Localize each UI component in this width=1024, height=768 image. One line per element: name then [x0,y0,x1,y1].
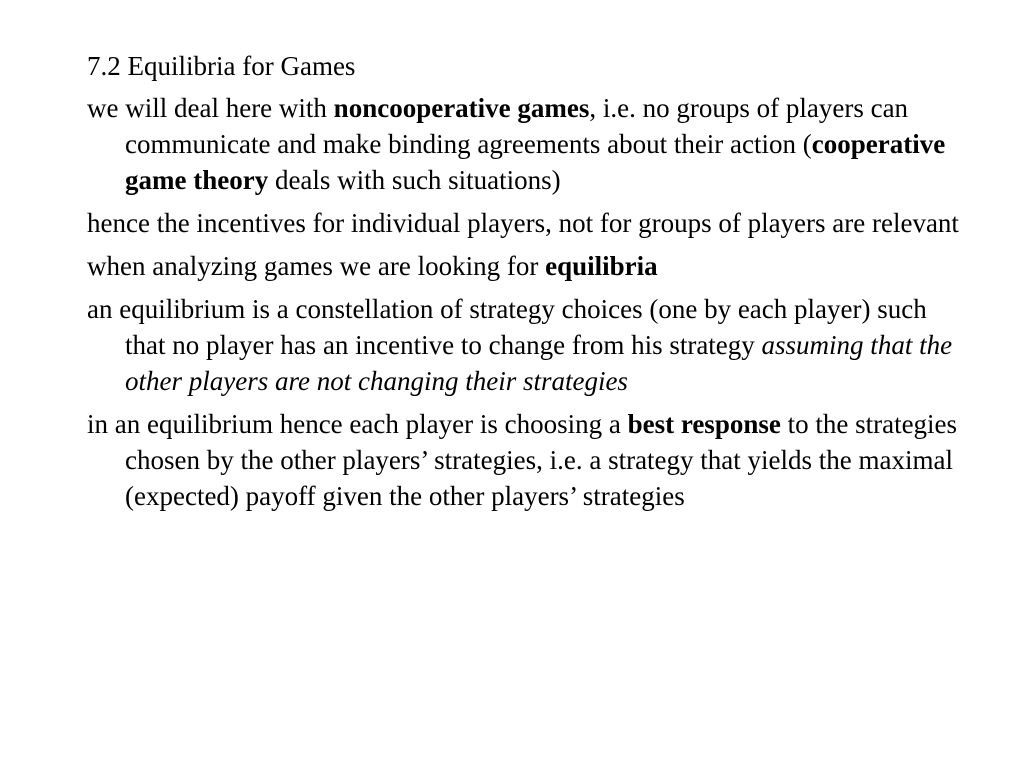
paragraph-noncooperative-games [87,90,967,198]
text-run: , i.e. no groups of players can communicate and make binding agreements about their action ( [125,93,909,159]
term-cooperative-game-theory: cooperative game theory [125,129,946,195]
term-equilibria: equilibria [545,251,658,281]
paragraph-incentives [87,205,967,241]
text-run: to the strategies chosen by the other players’ strategies, i.e. a strategy that yields the maximal (expected) payoff given the other players’ strategies [125,409,958,511]
text-run: when analyzing games we are looking for [87,251,546,281]
slide-content [87,48,967,521]
text-run: an equilibrium is a constellation of strategy choices (one by each player) such that no player has an incentive to change from his strategy [87,294,927,360]
paragraph-equilibrium-definition [87,291,967,399]
paragraph-best-response [87,406,967,514]
text-run: hence the incentives for individual players, not for groups of players are relevant [87,208,959,238]
text-run: in an equilibrium hence each player is choosing a [87,409,628,439]
text-run: deals with such situations) [268,165,561,195]
term-best-response: best response [627,409,781,439]
term-noncooperative-games: noncooperative games [333,93,590,123]
text-run: we will deal here with [87,93,334,123]
slide-title: 7.2 Equilibria for Games [87,51,356,81]
italic-assumption: assuming that the other players are not changing their strategies [125,330,953,396]
paragraph-equilibria [87,248,967,284]
